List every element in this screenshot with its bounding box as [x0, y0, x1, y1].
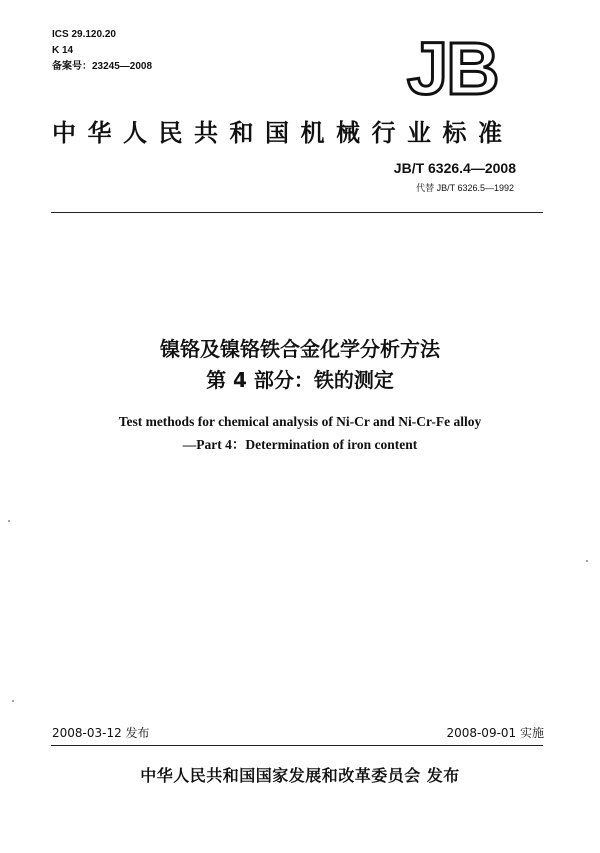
jb-logo [405, 32, 517, 98]
industry-standard-title: 中华人民共和国机械行业标准 [52, 119, 514, 147]
scan-speck [8, 520, 10, 522]
ics-code: ICS 29.120.20 [52, 29, 116, 40]
english-title-line-2: —Part 4：Determination of iron content [182, 437, 418, 452]
chinese-title-line-1: 镍铬及镍铬铁合金化学分析方法 [160, 337, 440, 361]
scan-speck [586, 560, 588, 562]
filing-number: 备案号：23245—2008 [52, 61, 153, 72]
implementation-date: 2008-09-01 实施 [446, 726, 544, 740]
chinese-title-line-2: 第 4 部分：铁的测定 [206, 368, 394, 392]
top-divider [51, 212, 543, 213]
english-title-line-1: Test methods for chemical analysis of Ni-Cr and Ni-Cr-Fe alloy [118, 414, 482, 429]
publisher: 中华人民共和国国家发展和改革委员会 发布 [140, 766, 460, 785]
classification-code: K 14 [52, 45, 74, 56]
jb-logo-text: JB [407, 32, 498, 98]
scan-speck [12, 700, 14, 702]
standard-number: JB/T 6326.4—2008 [393, 160, 516, 176]
bottom-divider [51, 745, 543, 746]
replaces-standard: 代替 JB/T 6326.5—1992 [416, 183, 514, 193]
issue-date: 2008-03-12 发布 [52, 726, 150, 740]
